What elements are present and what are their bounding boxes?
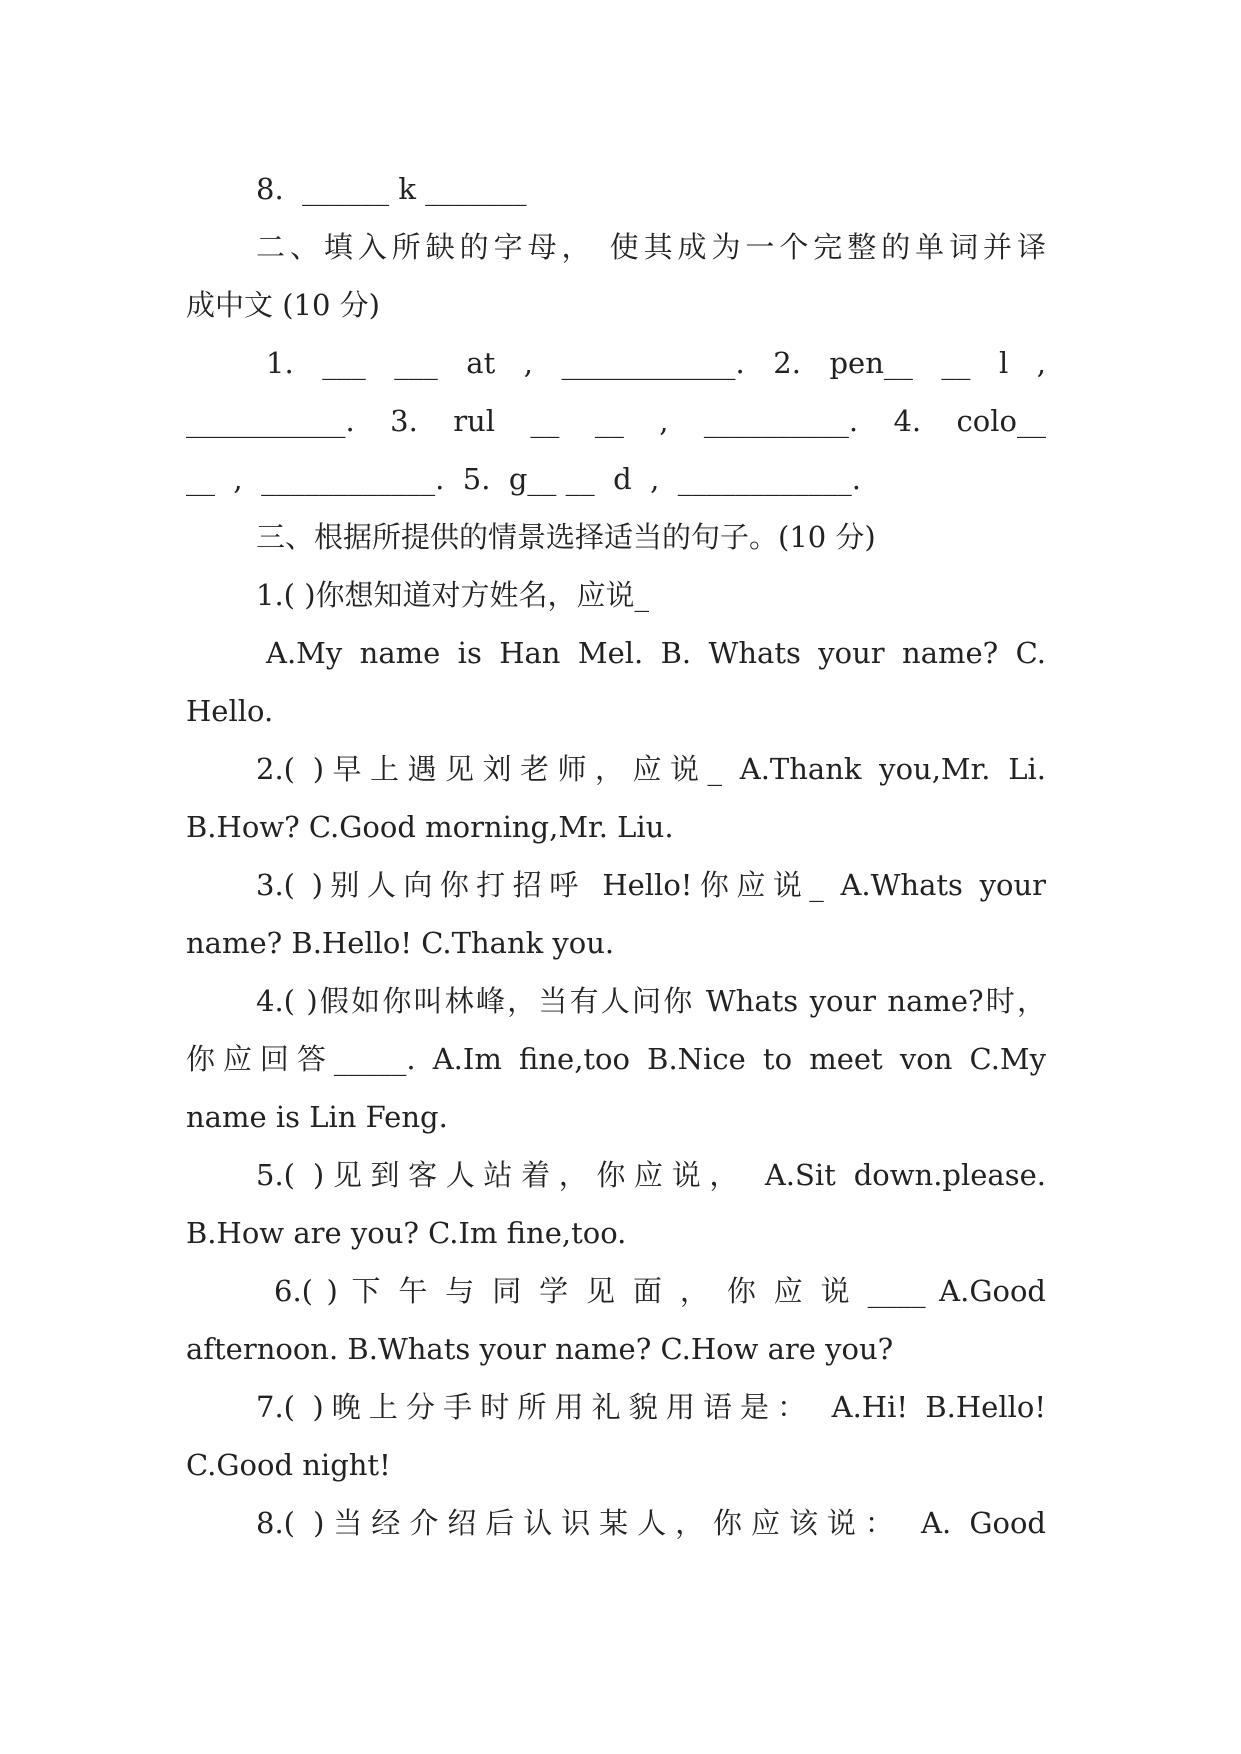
question-7-cont: C.Good night! [186,1448,391,1482]
question-6: 6.( ) 下 午 与 同 学 见 面 ， 你 应 说 ____ A.Good [274,1274,1046,1308]
question-3: 3.( )别人向你打招呼 Hello!你应说_ A.Whats your [256,868,1046,902]
question-4-cont: 你应回答_____. A.Im fine,too B.Nice to meet von C.My [186,1042,1046,1076]
item-8-line: 8. ______ k _______ [256,172,527,206]
document-body [186,160,1046,1552]
fill-line-1: 1. ___ ___ at , ____________. 2. pen__ __ l , [266,346,1046,380]
question-1-options: A.My name is Han Mel. B. Whats your name? C. [266,636,1046,670]
question-7: 7.( )晚上分手时所用礼貌用语是： A.Hi! B.Hello! [256,1390,1046,1424]
question-6-cont: afternoon. B.Whats your name? C.How are you? [186,1332,894,1366]
question-4-cont-2: name is Lin Feng. [186,1100,448,1134]
section-3-heading: 三、根据所提供的情景选择适当的句子。(10 分) [256,520,876,554]
question-2: 2.( )早上遇见刘老师，应说_ A.Thank you,Mr. Li. [256,752,1046,786]
question-5-cont: B.How are you? C.Im fine,too. [186,1216,627,1250]
question-8: 8.( )当经介绍后认识某人，你应该说： A. Good [256,1506,1046,1540]
question-1-options-cont: Hello. [186,694,274,728]
question-2-cont: B.How? C.Good morning,Mr. Liu. [186,810,674,844]
section-2-heading: 二、填入所缺的字母， 使其成为一个完整的单词并译 [256,230,1046,264]
section-2-heading-cont: 成中文 (10 分) [186,288,380,322]
question-3-cont: name? B.Hello! C.Thank you. [186,926,615,960]
question-4: 4.( )假如你叫林峰，当有人问你 Whats your name?时， [256,984,1046,1018]
question-5: 5.( )见到客人站着，你应说， A.Sit down.please. [256,1158,1046,1192]
question-1: 1.( )你想知道对方姓名，应说_ [256,578,650,612]
fill-line-2: ___________. 3. rul __ __ , __________. 4. colo__ [186,404,1046,438]
fill-line-3: __ , ____________. 5. g__ __ d , ____________. [186,462,861,496]
